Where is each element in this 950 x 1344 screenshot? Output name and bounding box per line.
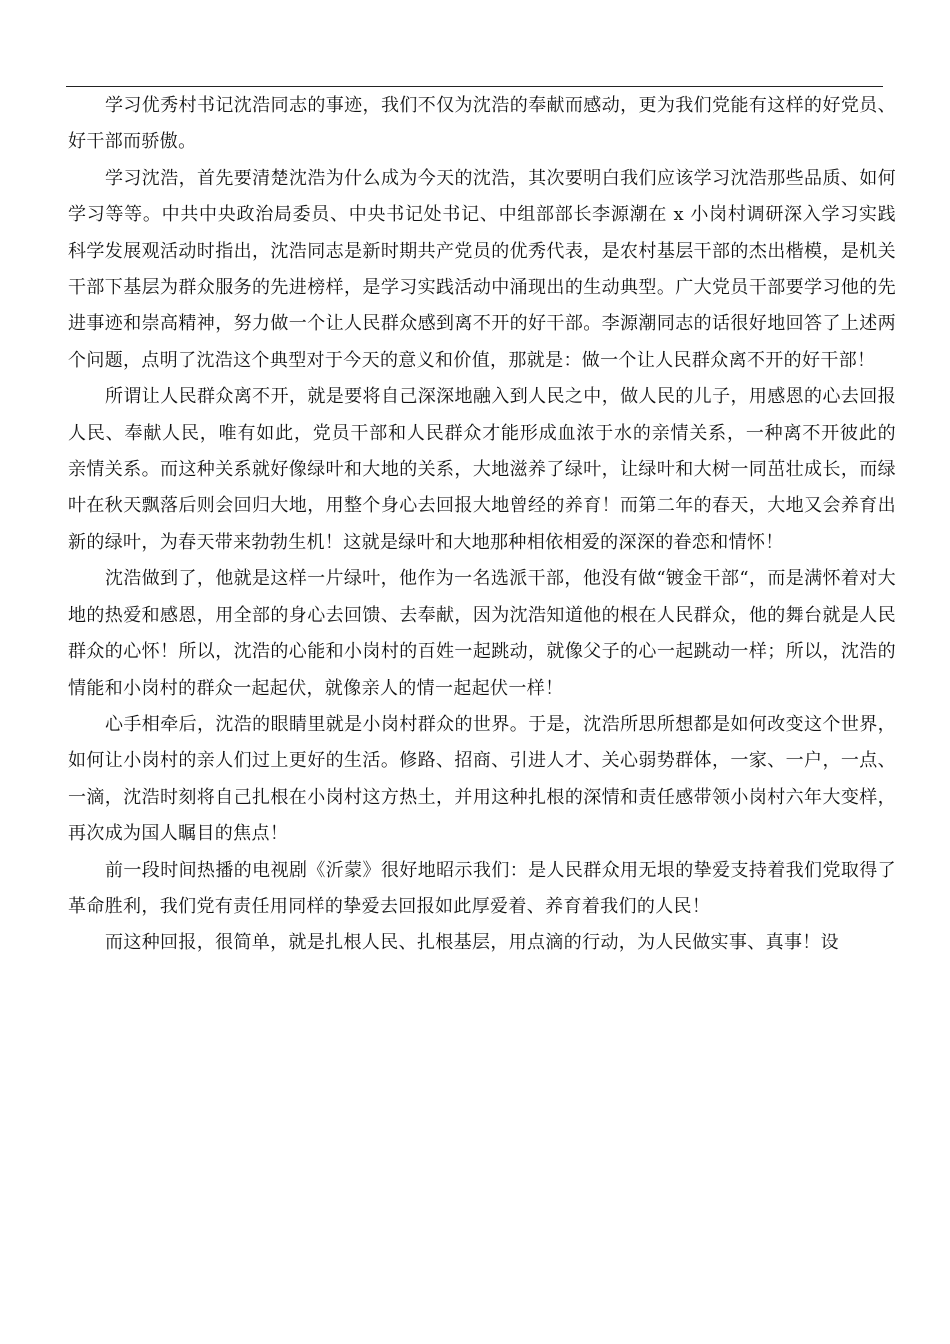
document-body bbox=[68, 88, 909, 962]
paragraph-1: 学习优秀村书记沈浩同志的事迹，我们不仅为沈浩的奉献而感动，更为我们党能有这样的好党员、好干部而骄傲。 bbox=[68, 95, 896, 153]
paragraph-2: 学习沈浩，首先要清楚沈浩为什么成为今天的沈浩，其次要明白我们应该学习沈浩那些品质、如何学习等等。中共中央政治局委员、中央书记处书记、中组部部长李源潮在 x 小岗村调研深入学习实践科学发展观活动时指出，沈浩同志是新时期共产党员的优秀代表，是农村基层干部的杰出楷模，是机关干部下基层为群众服务的先进榜样，是学习实践活动中涌现出的生动典型。广大党员干部要学习他的先进事迹和崇高精神，努力做一个让人民群众感到离不开的好干部。李源潮同志的话很好地回答了上述两个问题，点明了沈浩这个典型对于今天的意义和价值，那就是：做一个让人民群众离不开的好干部！ bbox=[68, 167, 896, 371]
paragraph-4: 沈浩做到了，他就是这样一片绿叶，他作为一名选派干部，他没有做“镀金干部“，而是满怀着对大地的热爱和感恩，用全部的身心去回馈、去奉献，因为沈浩知道他的根在人民群众，他的舞台就是人民群众的心怀！所以，沈浩的心能和小岗村的百姓一起跳动，就像父子的心一起跳动一样；所以，沈浩的情能和小岗村的群众一起起伏，就像亲人的情一起起伏一样！ bbox=[68, 568, 896, 699]
paragraph-3: 所谓让人民群众离不开，就是要将自己深深地融入到人民之中，做人民的儿子，用感恩的心去回报人民、奉献人民，唯有如此，党员干部和人民群众才能形成血浓于水的亲情关系，一种离不开彼此的 亲情关系。而这种关系就好像绿叶和大地的关系，大地滋养了绿叶，让绿叶和大树一同茁壮成长，而绿叶在秋天飘落后则会回归大地，用整个身心去回报大地曾经的养育！而第二年的春天，大地又会养育出新的绿叶，为春天带来勃勃生机！这就是绿叶和大地那种相依相爱的深深的眷恋和情怀！ bbox=[68, 386, 909, 553]
paragraph-5: 心手相牵后，沈浩的眼睛里就是小岗村群众的世界。于是，沈浩所思所想都是如何改变这个世界，如何让小岗村的亲人们过上更好的生活。修路、招商、引进人才、关心弱势群体，一家、一户，一点、一滴，沈浩时刻将自己扎根在小岗村这方热土，并用这种扎根的深情和责任感带领小岗村六年大变样，再次成为国人瞩目的焦点！ bbox=[68, 713, 896, 845]
header-rule bbox=[66, 86, 883, 87]
paragraph-6: 前一段时间热播的电视剧《沂蒙》很好地昭示我们：是人民群众用无垠的挚爱支持着我们党取得了革命胜利，我们党有责任用同样的挚爱去回报如此厚爱着、养育着我们的人民！ bbox=[68, 859, 896, 917]
paragraph-7: 而这种回报，很简单，就是扎根人民、扎根基层，用点滴的行动，为人民做实事、真事！设 bbox=[105, 932, 839, 954]
